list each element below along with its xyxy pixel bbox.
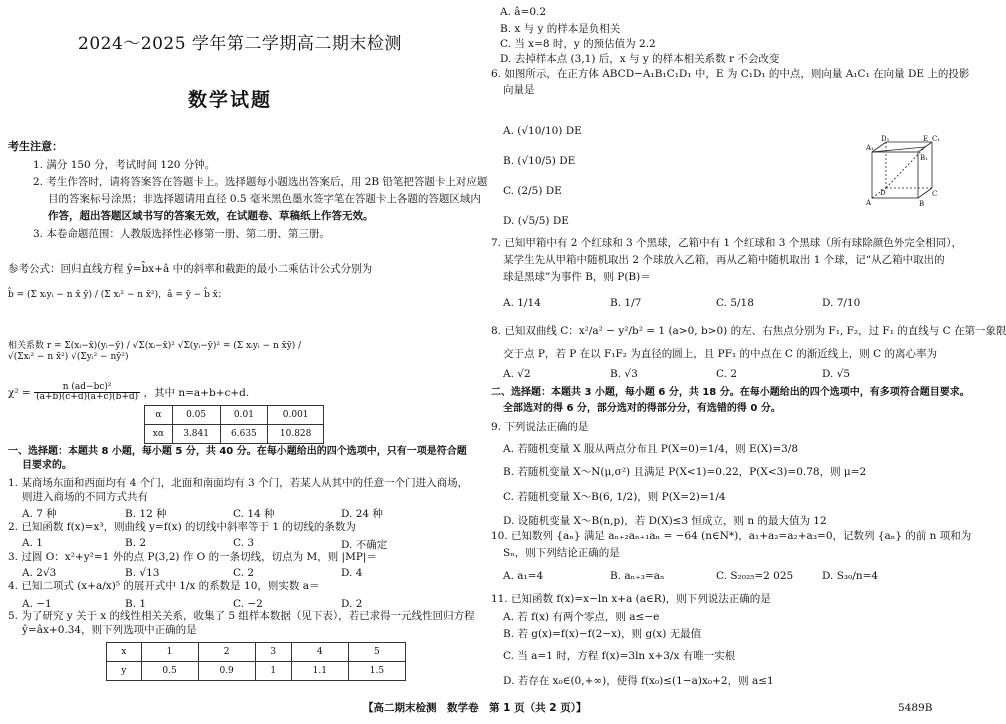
q2-option-d: D. 不确定 [341, 539, 388, 551]
q9-stem: 9. 下列说法正确的是 [491, 421, 589, 433]
exam-title: 2024～2025 学年第二学期高二期末检测 [78, 34, 402, 54]
q5-option-b: B. x 与 y 的样本是负相关 [500, 23, 621, 35]
q11-option-c: C. 当 a=1 时，方程 f(x)=3ln x+3/x 有唯一实根 [503, 650, 736, 662]
table-cell: xα [145, 425, 173, 444]
q10-option-c: C. S₂₀₂₅=2 025 [716, 570, 794, 582]
q10-option-b: B. aₙ₊₃=aₙ [610, 570, 665, 582]
q4-option-b: B. 1 [125, 598, 147, 610]
q5-data-table [106, 642, 406, 681]
q9-option-b: B. 若随机变量 X～N(μ,σ²) 且满足 P(X<1)=0.22，P(X<3)=0.78，则 μ=2 [503, 466, 867, 478]
q3-option-d: D. 4 [341, 567, 363, 579]
q5-option-d: D. 去掉样本点 (3,1) 后，x 与 y 的样本相关系数 r 不会改变 [500, 53, 780, 65]
formula-chi [8, 383, 249, 403]
label-c: C [932, 190, 938, 198]
notice-item-1: 1. 满分 150 分，考试时间 120 分钟。 [33, 159, 216, 171]
table-row [145, 406, 324, 425]
q5-option-c: C. 当 x=8 时，y 的预估值为 2.2 [500, 38, 656, 50]
chi-table [144, 405, 324, 444]
q11-option-d: D. 若存在 x₀∈(0,+∞)，使得 f(x₀)≤(1−a)x₀+2，则 a≤1 [503, 675, 774, 687]
q3-option-a: A. 2√3 [22, 567, 57, 579]
cube-figure [866, 135, 941, 208]
label-a: A [866, 199, 872, 207]
table-cell: 1 [255, 662, 291, 681]
q2-option-b: B. 2 [125, 537, 147, 549]
q3-option-b: B. √13 [125, 567, 160, 579]
table-cell: 1.1 [291, 662, 348, 681]
chi-suffix: ，其中 n=a+b+c+d. [143, 386, 250, 399]
q5-option-a: A. â=0.2 [500, 6, 547, 18]
q9-option-d: D. 设随机变量 X～B(n,p)，若 D(X)≤3 恒成立，则 n 的最大值为 12 [503, 515, 827, 527]
table-cell: 10.828 [268, 425, 324, 444]
section1-heading-2: 目要求的。 [22, 460, 72, 471]
formula-r: 相关系数 r = Σ(xᵢ−x̄)(yᵢ−ȳ) / √Σ(xᵢ−x̄)² √Σ(yᵢ−ȳ)² = (Σ xᵢyᵢ − n x̄ȳ) / √(Σxᵢ² − n x̄²) √(Σyᵢ² − nȳ²) [8, 341, 302, 363]
q6-option-c: C. (2/5) DE [503, 185, 562, 197]
q1-stem-2: 则进入商场的不同方式共有 [22, 491, 148, 503]
chi-numerator: n (ad−bc)² [34, 383, 140, 393]
label-b: B [919, 200, 925, 208]
q1-option-b: B. 12 种 [125, 508, 167, 520]
table-cell: 6.635 [220, 425, 268, 444]
q4-option-a: A. −1 [22, 598, 52, 610]
label-a1: A₁ [866, 144, 874, 152]
q6-stem: 6. 如图所示，在正方体 ABCD−A₁B₁C₁D₁ 中，E 为 C₁D₁ 的中点，则向量 A₁C₁ 在向量 DE 上的投影 [491, 68, 970, 80]
q4-option-d: D. 2 [341, 598, 363, 610]
q8-stem-2: 交于点 P，若 P 在以 F₁F₂ 为直径的圆上，且 PF₁ 的中点在 C 的渐近线上，则 C 的离心率为 [503, 348, 937, 360]
q9-option-c: C. 若随机变量 X～B(6, 1/2)，则 P(X=2)=1/4 [503, 491, 726, 503]
table-cell: 1.5 [348, 662, 405, 681]
q3-stem: 3. 过圆 O：x²+y²=1 外的点 P(3,2) 作 O 的一条切线，切点为 M，则 |MP|＝ [8, 551, 377, 563]
subject-title: 数学试题 [188, 89, 273, 111]
q5-stem-2: ŷ=âx+0.34，则下列选项中正确的是 [22, 624, 197, 636]
q7-option-d: D. 7/10 [822, 297, 861, 309]
table-cell: 0.05 [172, 406, 220, 425]
label-d1: D₁ [881, 135, 890, 143]
q4-option-c: C. −2 [233, 598, 263, 610]
q6-option-a: A. (√10/10) DE [503, 125, 582, 137]
notice-heading: 考生注意： [8, 140, 63, 153]
q6-stem-2: 向量是 [503, 84, 535, 96]
table-cell: α [145, 406, 173, 425]
q2-option-c: C. 3 [233, 537, 255, 549]
table-cell: 2 [198, 643, 255, 662]
chi-label: χ² = [8, 386, 31, 399]
notice-item-2c: 作答，超出答题区域书写的答案无效，在试题卷、草稿纸上作答无效。 [48, 210, 374, 222]
q7-stem-3: 球是黑球”为事件 B，则 P(B)＝ [503, 271, 651, 283]
label-b1: B₁ [920, 154, 928, 162]
label-d: D [880, 189, 886, 197]
notice-item-2: 2. 考生作答时，请将答案答在答题卡上。选择题每小题选出答案后，用 2B 铅笔把答题卡上对应题 [33, 176, 488, 188]
q6-option-b: B. (√10/5) DE [503, 155, 576, 167]
q7-option-b: B. 1/7 [610, 297, 642, 309]
q7-stem: 7. 已知甲箱中有 2 个红球和 3 个黑球，乙箱中有 1 个红球和 3 个黑球（所有球除颜色外完全相同）， [491, 237, 963, 249]
q2-option-a: A. 1 [22, 537, 43, 549]
q10-stem: 10. 已知数列 {aₙ} 满足 aₙ₊₂aₙ₊₁aₙ = −64 (n∈N*)，a₁+a₂=a₂+a₃=0，记数列 {aₙ} 的前 n 项和为 [491, 530, 972, 542]
paper-code: 5489B [898, 702, 933, 714]
q2-stem: 2. 已知函数 f(x)=x³，则曲线 y=f(x) 的切线中斜率等于 1 的切线的条数为 [8, 521, 356, 533]
q10-option-a: A. a₁=4 [503, 570, 544, 582]
q7-option-a: A. 1/14 [503, 297, 541, 309]
table-cell: 0.001 [268, 406, 324, 425]
table-cell: 0.5 [141, 662, 198, 681]
q1-option-c: C. 14 种 [233, 508, 275, 520]
table-cell: y [107, 662, 142, 681]
q8-option-c: C. 2 [716, 368, 738, 380]
label-c1: C₁ [932, 135, 941, 143]
q10-option-d: D. S₃₀/n=4 [822, 570, 879, 582]
q4-stem: 4. 已知二项式 (x+a/x)⁵ 的展开式中 1/x 的系数是 10，则实数 a＝ [8, 580, 320, 592]
q9-option-a: A. 若随机变量 X 服从两点分布且 P(X=0)=1/4，则 E(X)=3/8 [503, 443, 799, 455]
table-cell: x [107, 643, 142, 662]
q1-option-a: A. 7 种 [22, 508, 57, 520]
label-e: E [923, 135, 929, 143]
chi-fraction [34, 383, 140, 403]
q8-option-d: D. √5 [822, 368, 851, 380]
cube-front-face [872, 152, 918, 198]
q8-option-b: B. √3 [610, 368, 638, 380]
cube-edge [918, 188, 932, 198]
table-row [107, 643, 406, 662]
notice-item-2b: 目的答案标号涂黑；非选择题请用直径 0.5 毫米黑色墨水签字笔在答题卡上各题的答题区域内 [48, 193, 481, 205]
q11-stem: 11. 已知函数 f(x)=x−ln x+a (a∈R)，则下列说法正确的是 [491, 593, 771, 605]
table-cell: 4 [291, 643, 348, 662]
formula-b-hat: b̂ = (Σ xᵢyᵢ − n x̄ ȳ) / (Σ xᵢ² − n x̄²)，â = ȳ − b̂ x̄； [8, 290, 227, 300]
table-cell: 1 [141, 643, 198, 662]
table-cell: 3.841 [172, 425, 220, 444]
q5-stem: 5. 为了研究 y 关于 x 的线性相关关系，收集了 5 组样本数据（见下表），若已求得一元线性回归方程 [8, 610, 475, 622]
section2-heading-2: 全部选对的得 6 分，部分选对的得部分分，有选错的得 0 分。 [503, 403, 781, 414]
q1-stem: 1. 某商场东面和西面均有 4 个门，北面和南面均有 3 个门，若某人从其中的任意一个门进入商场， [8, 477, 469, 489]
table-cell: 0.9 [198, 662, 255, 681]
table-cell: 3 [255, 643, 291, 662]
q3-option-c: C. 2 [233, 567, 255, 579]
q8-stem: 8. 已知双曲线 C：x²/a² − y²/b² = 1 (a>0, b>0) 的左、右焦点分别为 F₁, F₂，过 F₁ 的直线与 C 在第一象限 [491, 325, 1006, 337]
table-row [107, 662, 406, 681]
section1-heading: 一、选择题：本题共 8 小题，每小题 5 分，共 40 分。在每小题给出的四个选项中，只有一项是符合题 [8, 446, 467, 457]
table-row [145, 425, 324, 444]
table-cell: 5 [348, 643, 405, 662]
formula-intro: 参考公式：回归直线方程 ŷ=b̂x+â 中的斜率和截距的最小二乘估计公式分别为 [8, 263, 373, 275]
page-footer: 【高二期末检测 数学卷 第 1 页（共 2 页）】 [363, 702, 587, 714]
section2-heading: 二、选择题：本题共 3 小题，每小题 6 分，共 18 分。在每小题给出的四个选项中，有多项符合题目要求。 [491, 387, 970, 398]
q10-stem-2: Sₙ，则下列结论正确的是 [503, 547, 620, 559]
q11-option-b: B. 若 g(x)=f(x)−f(2−x)，则 g(x) 无最值 [503, 628, 702, 640]
q7-option-c: C. 5/18 [716, 297, 754, 309]
q7-stem-2: 某学生先从甲箱中随机取出 2 个球放入乙箱，再从乙箱中随机取出 1 个球，记“从乙箱中取出的 [503, 254, 945, 266]
q8-option-a: A. √2 [503, 368, 531, 380]
table-cell: 0.01 [220, 406, 268, 425]
cube-diagonal [872, 147, 925, 152]
chi-denominator: (a+b)(c+d)(a+c)(b+d) [36, 392, 139, 403]
q1-option-d: D. 24 种 [341, 508, 383, 520]
notice-item-3: 3. 本卷命题范围：人教版选择性必修第一册、第二册、第三册。 [33, 228, 330, 240]
q6-option-d: D. (√5/5) DE [503, 215, 569, 227]
q11-option-a: A. 若 f(x) 有两个零点，则 a≤−e [503, 611, 660, 623]
